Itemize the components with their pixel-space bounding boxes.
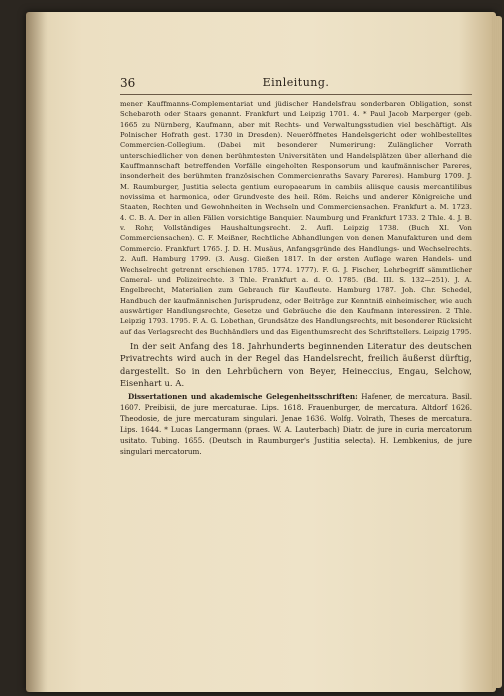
spine-shadow — [26, 12, 48, 692]
page-edges — [492, 16, 502, 688]
literature-paragraph: In der seit Anfang des 18. Jahrhunderts beginnenden Literatur des deutschen Privatrechts wird auch in der Regel das Handelsrecht, freilich äußerst dürftig, dargestellt. So in den Lehrbüchern von Beyer, Heineccius, Engau, Selchow, Eisenhart u. A. — [120, 340, 472, 389]
page-number: 36 — [120, 76, 136, 90]
book-page — [120, 76, 472, 672]
page-header — [120, 76, 472, 94]
dissertations-heading: Dissertationen und akademische Gelegenheitsschriften: — [128, 391, 358, 401]
dissertations-text: Hafener, de mercatura. Basil. 1607. Preibisii, de jure mercaturae. Lips. 1618. Frauenburger, de mercatura. Altdorf 1626. Theodosie, de jure mercaturam singulari. Jenae 1636. Wolfg. Volrath, Theses de mercatura. Lips. 1644. * Lucas Langermann (praes. W. A. Lauterbach) Diatr. de jure in curia mercatorum usitato. Tubing. 1655. (Deutsch in Raumburger's Justitia selecta). H. Lembkenius, de jure singulari mercatorum. — [120, 391, 472, 456]
header-rule — [120, 94, 472, 95]
bleed-through-text — [176, 14, 496, 28]
bibliography-paragraph: mener Kauffmanns-Complementariat und jüdischer Handelsfrau sonderbaren Obligation, sonst Schebaroth oder Staars genannt. Frankfurt und Leipzig 1701. 4. * Paul Jacob Marperger (geb. 1665 zu Nürnberg, Kaufmann, aber mit Rechts- und Verwaltungsstudien viel beschäftigt. Als Polnischer Hofrath gest. 1730 in Dresden). Neueröffnetes Handelsgericht oder wohlbestelltes Commercien-Collegium. (Dabei mit besonderer Numerirung: Zulänglicher Vorrath unterschiedlicher von denen berühmtesten Universitäten und Handelsplätzen über allerhand die Kauffmannschaft betreffenden Vorfälle eingeholten Responsorum und kaufmännischer Pareres, insonderheit des berühmten französischen Commercienraths Savary Pareres). Hamburg 1709. J. M. Raumburger, Justitia selecta gentium europaearum in cambiis aliisque causis mercantilibus novissima et harmonica, oder Grundveste des heil. Röm. Reichs und anderer Königreiche und Staaten, Rechten und Gewohnheiten in Wechseln und Commerciensachen. Frankfurt a. M. 1723. 4. C. B. A. Der in allen Fällen vorsichtige Banquier. Naumburg und Frankfurt 1733. 2 Thle. 4. J. B. v. Rohr, Vollständiges Haushaltungsrecht. 2. Aufl. Leipzig 1738. (Buch XI. Von Commerciensachen). C. F. Meißner, Rechtliche Abhandlungen von denen Manufakturen und dem Commercio. Frankfurt 1765. J. D. H. Musäus, Anfangsgründe des Handlungs- und Wechselrechts. 2. Aufl. Hamburg 1799. (3. Ausg. Gießen 1817. In der ersten Auflage waren Handels- und Wechselrecht getrennt erschienen 1785. 1774. 1777). F. G. J. Fischer, Lehrbegriff sämmtlicher Cameral- und Polizeirechte. 3 Thle. Frankfurt a. d. O. 1785. (Bd. III. S. 132—251). J. A. Engelbrecht, Materialien zum Gebrauch für Kaufleute. Hamburg 1787. Joh. Chr. Schedel, Handbuch der kaufmännischen Jurisprudenz, oder Beiträge zur Kenntniß einheimischer, wie auch auswärtiger Handlungsrechte, Gesetze und Gebräuche die den Kaufmann interessiren. 2 Thle. Leipzig 1793. 1795. F. A. G. Lobethan, Grundsätze des Handlungsrechts, mit besonderer Rücksicht auf das Verlagsrecht des Buchhändlers und das Eigenthumsrecht des Schriftstellers. Leipzig 1795. — [120, 100, 472, 336]
running-head: Einleitung. — [262, 76, 330, 89]
dissertations-paragraph — [120, 391, 472, 457]
